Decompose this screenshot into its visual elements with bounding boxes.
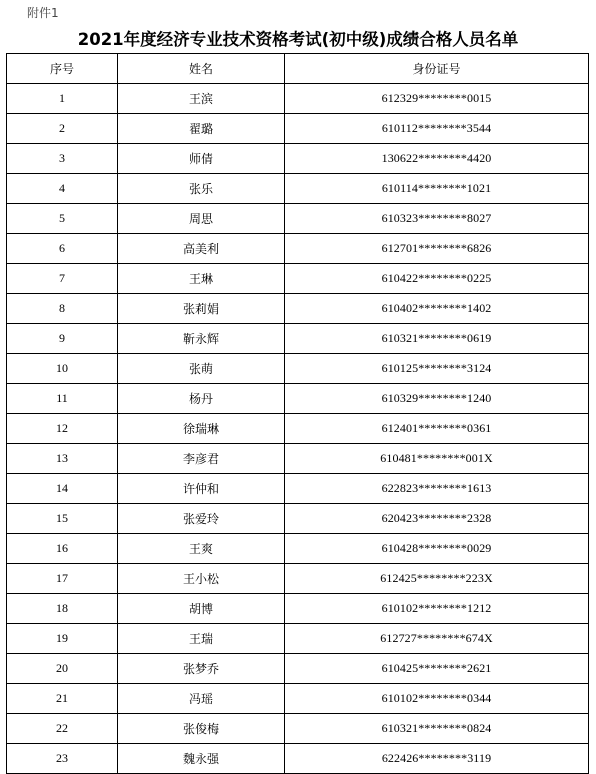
table-row xyxy=(7,324,589,354)
cell-name: 王瑞 xyxy=(118,624,285,654)
cell-id-number: 612701********6826 xyxy=(285,234,589,264)
cell-name: 杨丹 xyxy=(118,384,285,414)
cell-name: 高美利 xyxy=(118,234,285,264)
cell-name: 李彦君 xyxy=(118,444,285,474)
qualified-personnel-table xyxy=(6,53,589,774)
table-body xyxy=(7,84,589,774)
cell-seq: 5 xyxy=(7,204,118,234)
cell-id-number: 610402********1402 xyxy=(285,294,589,324)
cell-id-number: 622823********1613 xyxy=(285,474,589,504)
cell-id-number: 610329********1240 xyxy=(285,384,589,414)
table-row xyxy=(7,204,589,234)
cell-id-number: 130622********4420 xyxy=(285,144,589,174)
cell-seq: 17 xyxy=(7,564,118,594)
table-header-row xyxy=(7,54,589,84)
table-row xyxy=(7,714,589,744)
table-row xyxy=(7,264,589,294)
table-row xyxy=(7,684,589,714)
cell-seq: 16 xyxy=(7,534,118,564)
table-row xyxy=(7,414,589,444)
header-name: 姓名 xyxy=(118,54,285,84)
cell-name: 许仲和 xyxy=(118,474,285,504)
cell-id-number: 622426********3119 xyxy=(285,744,589,774)
cell-id-number: 610102********0344 xyxy=(285,684,589,714)
cell-id-number: 610323********8027 xyxy=(285,204,589,234)
attachment-label: 附件1 xyxy=(27,6,59,20)
cell-name: 张爱玲 xyxy=(118,504,285,534)
cell-seq: 1 xyxy=(7,84,118,114)
cell-seq: 13 xyxy=(7,444,118,474)
table-row xyxy=(7,384,589,414)
cell-id-number: 610112********3544 xyxy=(285,114,589,144)
cell-name: 师倩 xyxy=(118,144,285,174)
table-row xyxy=(7,234,589,264)
cell-name: 靳永辉 xyxy=(118,324,285,354)
table-row xyxy=(7,564,589,594)
cell-id-number: 610481********001X xyxy=(285,444,589,474)
cell-seq: 10 xyxy=(7,354,118,384)
header-seq: 序号 xyxy=(7,54,118,84)
cell-name: 张乐 xyxy=(118,174,285,204)
cell-name: 张莉娟 xyxy=(118,294,285,324)
cell-id-number: 612727********674X xyxy=(285,624,589,654)
table-row xyxy=(7,474,589,504)
table-row xyxy=(7,174,589,204)
cell-seq: 11 xyxy=(7,384,118,414)
cell-id-number: 610422********0225 xyxy=(285,264,589,294)
cell-id-number: 612329********0015 xyxy=(285,84,589,114)
cell-name: 王琳 xyxy=(118,264,285,294)
cell-name: 张俊梅 xyxy=(118,714,285,744)
cell-seq: 22 xyxy=(7,714,118,744)
cell-seq: 12 xyxy=(7,414,118,444)
cell-seq: 7 xyxy=(7,264,118,294)
cell-name: 王小松 xyxy=(118,564,285,594)
cell-name: 徐瑞琳 xyxy=(118,414,285,444)
table-row xyxy=(7,354,589,384)
cell-seq: 2 xyxy=(7,114,118,144)
table-row xyxy=(7,624,589,654)
table-row xyxy=(7,744,589,774)
cell-id-number: 612425********223X xyxy=(285,564,589,594)
table-row xyxy=(7,594,589,624)
cell-name: 冯瑶 xyxy=(118,684,285,714)
cell-seq: 9 xyxy=(7,324,118,354)
header-id-number: 身份证号 xyxy=(285,54,589,84)
cell-seq: 21 xyxy=(7,684,118,714)
table-row xyxy=(7,444,589,474)
cell-name: 张萌 xyxy=(118,354,285,384)
cell-name: 翟璐 xyxy=(118,114,285,144)
cell-seq: 4 xyxy=(7,174,118,204)
cell-id-number: 610114********1021 xyxy=(285,174,589,204)
cell-seq: 8 xyxy=(7,294,118,324)
table-row xyxy=(7,114,589,144)
cell-id-number: 610102********1212 xyxy=(285,594,589,624)
cell-id-number: 610321********0824 xyxy=(285,714,589,744)
cell-seq: 19 xyxy=(7,624,118,654)
cell-id-number: 612401********0361 xyxy=(285,414,589,444)
cell-seq: 18 xyxy=(7,594,118,624)
cell-name: 张梦乔 xyxy=(118,654,285,684)
cell-name: 周思 xyxy=(118,204,285,234)
cell-seq: 14 xyxy=(7,474,118,504)
table-row xyxy=(7,84,589,114)
table-row xyxy=(7,144,589,174)
table-row xyxy=(7,294,589,324)
cell-id-number: 610125********3124 xyxy=(285,354,589,384)
cell-id-number: 610425********2621 xyxy=(285,654,589,684)
cell-seq: 15 xyxy=(7,504,118,534)
cell-seq: 3 xyxy=(7,144,118,174)
table-row xyxy=(7,504,589,534)
cell-name: 王滨 xyxy=(118,84,285,114)
cell-seq: 20 xyxy=(7,654,118,684)
cell-id-number: 610321********0619 xyxy=(285,324,589,354)
cell-id-number: 620423********2328 xyxy=(285,504,589,534)
cell-name: 魏永强 xyxy=(118,744,285,774)
cell-seq: 6 xyxy=(7,234,118,264)
document-title: 2021年度经济专业技术资格考试(初中级)成绩合格人员名单 xyxy=(77,30,519,49)
cell-id-number: 610428********0029 xyxy=(285,534,589,564)
cell-seq: 23 xyxy=(7,744,118,774)
cell-name: 王爽 xyxy=(118,534,285,564)
table-row xyxy=(7,654,589,684)
table-row xyxy=(7,534,589,564)
cell-name: 胡博 xyxy=(118,594,285,624)
